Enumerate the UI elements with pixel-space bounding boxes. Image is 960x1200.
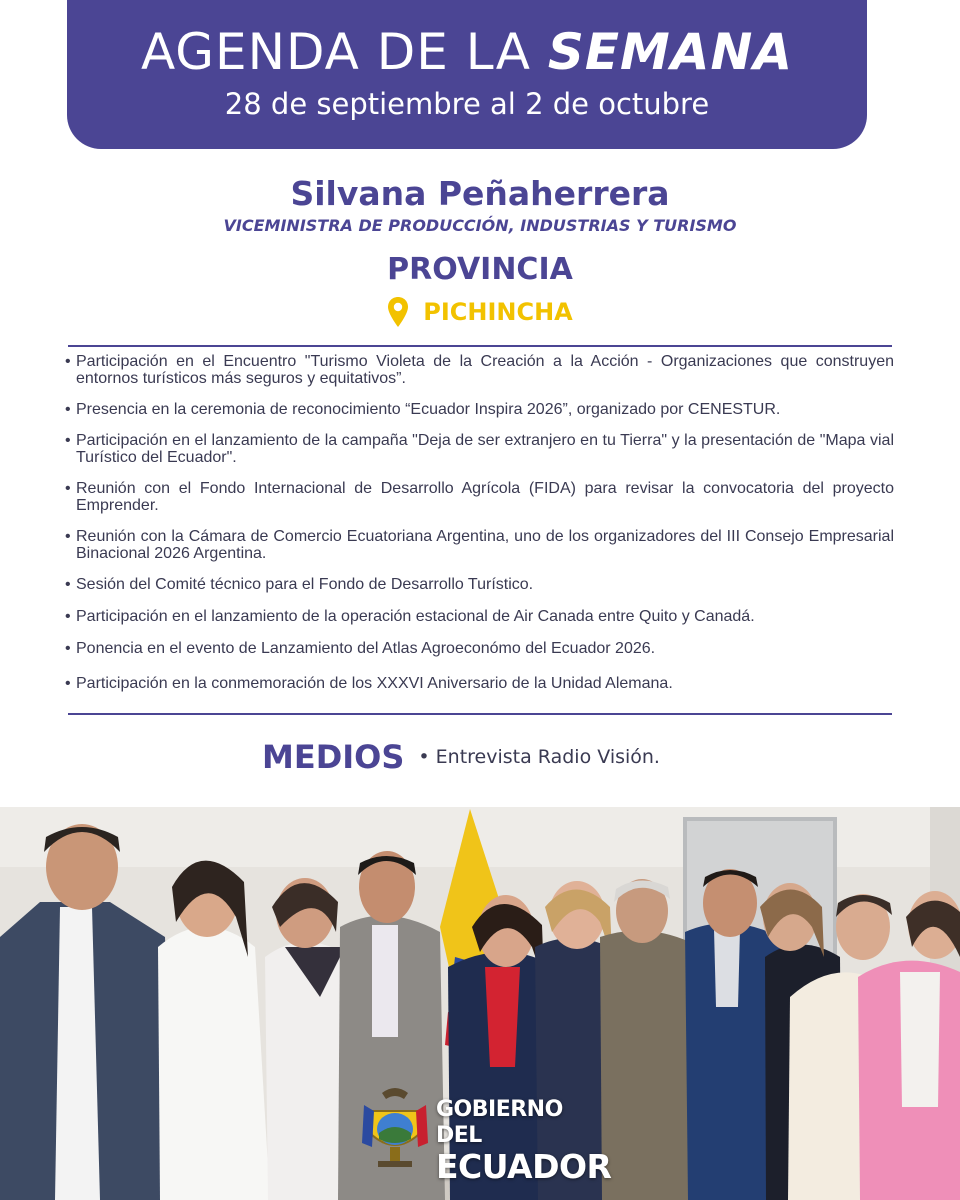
bullet: • <box>65 608 71 625</box>
title-emphasis: SEMANA <box>547 23 794 81</box>
agenda-item-text: Ponencia en el evento de Lanzamiento del Atlas Agroeconómo del Ecuador 2026. <box>76 640 656 657</box>
header-banner <box>67 0 867 149</box>
agenda-item-text: Participación en el Encuentro "Turismo Violeta de la Creación a la Acción - Organizaciones que construyen entornos turísticos más seguros y equitativos”. <box>76 353 894 387</box>
divider-bottom <box>68 713 892 715</box>
agenda-item <box>64 480 894 528</box>
media-section <box>262 735 660 779</box>
logo-line2: ECUADOR <box>436 1147 612 1186</box>
agenda-item <box>64 432 894 480</box>
agenda-list <box>64 353 894 695</box>
divider-top <box>68 345 892 347</box>
logo-line1: GOBIERNO DEL <box>436 1097 563 1148</box>
title-regular: AGENDA DE LA <box>140 23 531 81</box>
bullet: • <box>65 576 71 593</box>
media-label: MEDIOS <box>262 738 405 776</box>
agenda-item-text: Reunión con la Cámara de Comercio Ecuatoriana Argentina, uno de los organizadores del III Consejo Empresarial Binacional 2026 Argentina. <box>76 528 894 562</box>
person-role: VICEMINISTRA DE PRODUCCIÓN, INDUSTRIAS Y TURISMO <box>223 216 737 235</box>
bullet: • <box>65 401 71 418</box>
agenda-item-text: Reunión con el Fondo Internacional de Desarrollo Agrícola (FIDA) para revisar la convocatoria del proyecto Emprender. <box>76 480 894 514</box>
agenda-item <box>64 640 894 675</box>
bullet: • <box>65 640 71 657</box>
ecuador-coat-of-arms-icon <box>360 1085 430 1169</box>
bullet: • <box>65 480 71 497</box>
media-item: • Entrevista Radio Visión. <box>418 746 660 768</box>
agenda-item-text: Presencia en la ceremonia de reconocimiento “Ecuador Inspira 2026”, organizado por CENESTUR. <box>76 401 781 418</box>
group-photo <box>0 807 960 1200</box>
agenda-item <box>64 675 894 695</box>
person-name: Silvana Peñaherrera <box>290 174 670 213</box>
agenda-item-text: Participación en el lanzamiento de la operación estacional de Air Canada entre Quito y Canadá. <box>76 608 755 625</box>
agenda-item <box>64 401 894 432</box>
agenda-title <box>67 22 867 82</box>
agenda-item <box>64 353 894 401</box>
location-pin-icon <box>387 296 409 328</box>
bullet: • <box>65 675 71 692</box>
agenda-item-text: Sesión del Comité técnico para el Fondo de Desarrollo Turístico. <box>76 576 534 593</box>
government-wordmark <box>436 1097 611 1185</box>
bullet: • <box>65 528 71 545</box>
agenda-item-text: Participación en el lanzamiento de la campaña "Deja de ser extranjero en tu Tierra" y la presentación de "Mapa vial Turístico del Ecuador". <box>76 432 894 466</box>
agenda-item <box>64 608 894 640</box>
province-name: PICHINCHA <box>423 298 573 326</box>
agenda-item <box>64 576 894 608</box>
province-heading: PROVINCIA <box>387 252 573 287</box>
government-logo <box>360 1085 612 1186</box>
agenda-item <box>64 528 894 576</box>
bullet: • <box>65 432 71 449</box>
bullet: • <box>65 353 71 370</box>
week-dates: 28 de septiembre al 2 de octubre <box>224 87 710 121</box>
agenda-item-text: Participación en la conmemoración de los XXXVI Aniversario de la Unidad Alemana. <box>76 675 673 692</box>
province-row <box>0 294 960 330</box>
